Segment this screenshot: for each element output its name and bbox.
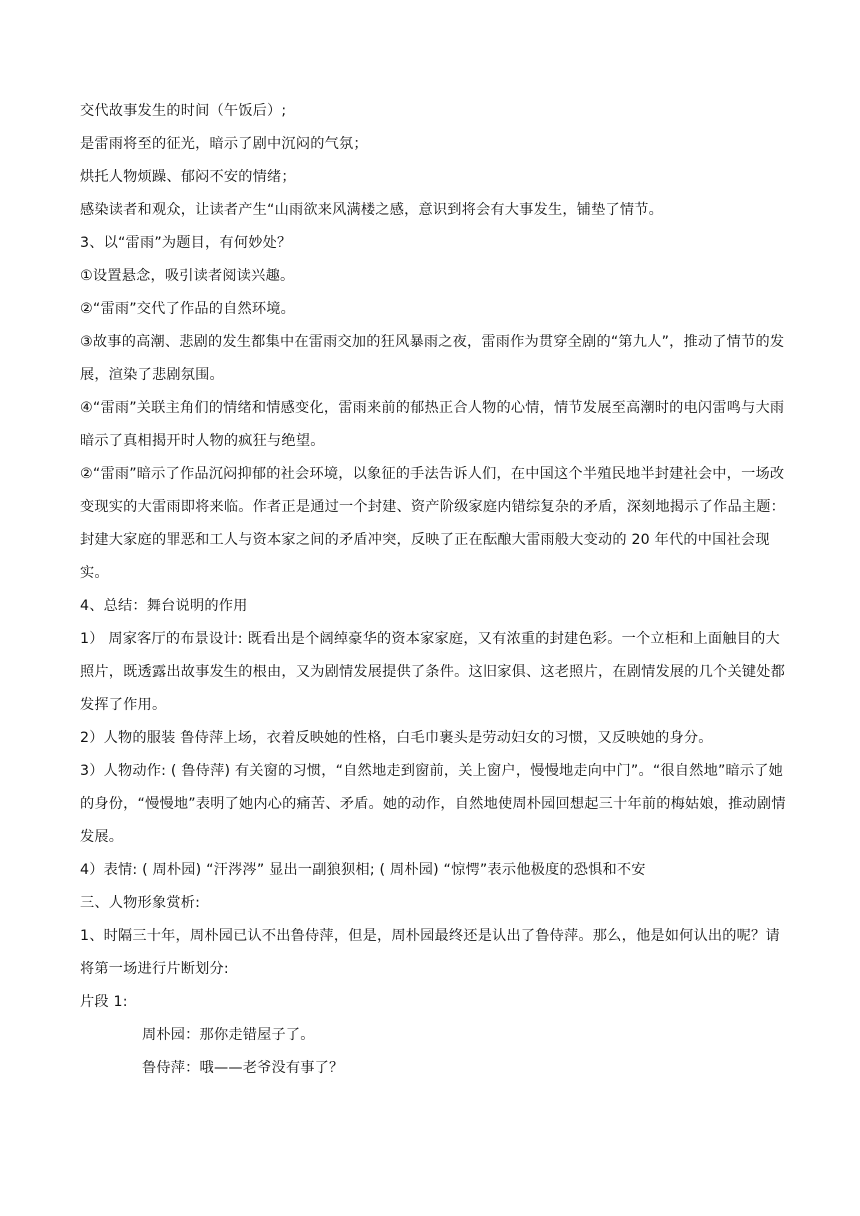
dialogue-line: 鲁侍萍：哦——老爷没有事了？ bbox=[142, 1060, 344, 1076]
document-page bbox=[80, 95, 786, 1085]
text-line: 感染读者和观众，让读者产生“山雨欲来风满楼之感，意识到将会有大事发生，铺垫了情节。 bbox=[80, 202, 664, 218]
text-line: 烘托人物烦躁、郁闷不安的情绪； bbox=[80, 169, 296, 185]
text-line: 是雷雨将至的征光，暗示了剧中沉闷的气氛； bbox=[80, 136, 368, 152]
fragment-label: 片段 1: bbox=[80, 994, 128, 1010]
dialogue-line: 周朴园：那你走错屋子了。 bbox=[142, 1027, 315, 1043]
list-item: 1） 周家客厅的布景设计: 既看出是个阔绰豪华的资本家家庭，又有浓重的封建色彩。一个立柜和上面触目的大照片，既透露出故事发生的根由，又为剧情发展提供了条件。这旧家俱、这老照片，在剧情发展的几个关键处都发挥了作用。 bbox=[80, 631, 785, 713]
list-item: ①设置悬念，吸引读者阅读兴趣。 bbox=[80, 268, 295, 284]
list-item: 4）表情: ( 周朴园) “汗涔涔” 显出一副狼狈相; ( 周朴园) “惊愕”表示他极度的恐惧和不安 bbox=[80, 862, 646, 878]
section-heading: 三、人物形象赏析: bbox=[80, 895, 201, 911]
text-line: 交代故事发生的时间（午饭后）; bbox=[80, 103, 287, 119]
section-question-3: 3、以“雷雨”为题目，有何妙处？ bbox=[80, 235, 292, 251]
list-item: 2）人物的服装 鲁侍萍上场，衣着反映她的性格，白毛巾裹头是劳动妇女的习惯，又反映她的身分。 bbox=[80, 730, 713, 746]
list-item: ③故事的高潮、悲剧的发生都集中在雷雨交加的狂风暴雨之夜，雷雨作为贯穿全剧的“第九人”，推动了情节的发展，渲染了悲剧氛围。 bbox=[80, 334, 785, 383]
question-text: 1、时隔三十年，周朴园已认不出鲁侍萍，但是，周朴园最终还是认出了鲁侍萍。那么，他是如何认出的呢？请将第一场进行片断划分: bbox=[80, 928, 780, 977]
section-summary-4: 4、总结：舞台说明的作用 bbox=[80, 598, 248, 614]
list-item: ②“雷雨”交代了作品的自然环境。 bbox=[80, 301, 296, 317]
list-item: ②“雷雨”暗示了作品沉闷抑郁的社会环境，以象征的手法告诉人们，在中国这个半殖民地半封建社会中，一场改变现实的大雷雨即将来临。作者正是通过一个封建、资产阶级家庭内错综复杂的矛盾，深刻地揭示了作品主题：封建大家庭的罪恶和工人与资本家之间的矛盾冲突，反映了正在酝酿大雷雨般大变动的 20 年代的中国社会现实。 bbox=[80, 466, 785, 581]
list-item: 3）人物动作: ( 鲁侍萍) 有关窗的习惯，“自然地走到窗前，关上窗户，慢慢地走向中门”。“很自然地”暗示了她的身份，“慢慢地”表明了她内心的痛苦、矛盾。她的动作，自然地使周朴园回想起三十年前的梅姑娘，推动剧情发展。 bbox=[80, 763, 786, 845]
list-item: ④“雷雨”关联主角们的情绪和情感变化，雷雨来前的郁热正合人物的心情，情节发展至高潮时的电闪雷鸣与大雨暗示了真相揭开时人物的疯狂与绝望。 bbox=[80, 400, 785, 449]
